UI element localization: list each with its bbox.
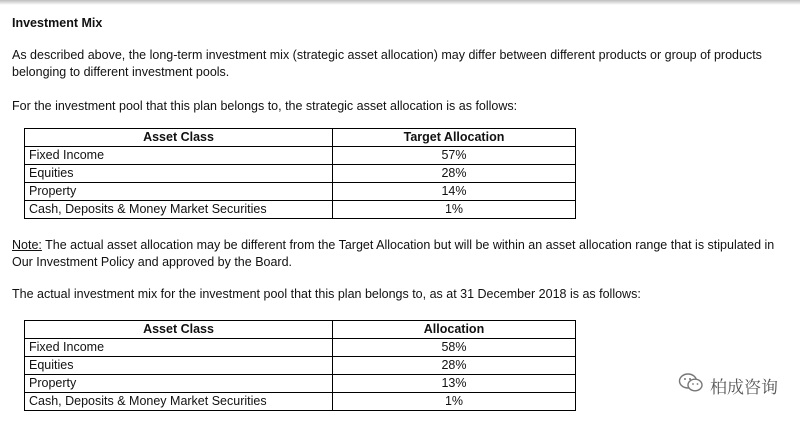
allocation-value: 13% [333,375,576,393]
table-header-row [25,129,576,147]
header-allocation: Allocation [333,321,576,339]
intro-paragraph: As described above, the long-term investment mix (strategic asset allocation) may differ between different products or group of products belonging to different investment pools. [12,48,762,79]
actual-allocation-table [24,320,576,411]
table-row [25,357,576,375]
allocation-value: 57% [333,147,576,165]
table-row [25,393,576,411]
asset-name: Fixed Income [25,147,333,165]
table-row [25,201,576,219]
allocation-value: 28% [333,357,576,375]
asset-name: Property [25,183,333,201]
allocation-value: 1% [333,201,576,219]
top-edge-strip [0,0,800,5]
actual-allocation-intro: The actual investment mix for the investment pool that this plan belongs to, as at 31 December 2018 is as follows: [12,287,641,301]
allocation-value: 1% [333,393,576,411]
section-heading: Investment Mix [12,16,103,30]
header-asset-class: Asset Class [25,129,333,147]
table-header-row [25,321,576,339]
table-row [25,339,576,357]
note-paragraph [12,237,792,271]
watermark [678,372,778,399]
note-label: Note: [12,238,42,252]
table-row [25,165,576,183]
asset-name: Equities [25,357,333,375]
asset-name: Cash, Deposits & Money Market Securities [25,393,333,411]
note-text: The actual asset allocation may be different from the Target Allocation but will be within an asset allocation range that is stipulated in Our Investment Policy and approved by the Board. [12,238,775,269]
asset-name: Cash, Deposits & Money Market Securities [25,201,333,219]
asset-name: Property [25,375,333,393]
allocation-value: 14% [333,183,576,201]
table-row [25,147,576,165]
allocation-value: 28% [333,165,576,183]
target-allocation-table [24,128,576,219]
header-asset-class: Asset Class [25,321,333,339]
header-target-allocation: Target Allocation [333,129,576,147]
asset-name: Fixed Income [25,339,333,357]
table-row [25,183,576,201]
wechat-icon [678,372,710,399]
table-row [25,375,576,393]
strategic-allocation-intro: For the investment pool that this plan belongs to, the strategic asset allocation is as follows: [12,99,518,113]
allocation-value: 58% [333,339,576,357]
watermark-text: 柏成咨询 [710,378,778,398]
asset-name: Equities [25,165,333,183]
